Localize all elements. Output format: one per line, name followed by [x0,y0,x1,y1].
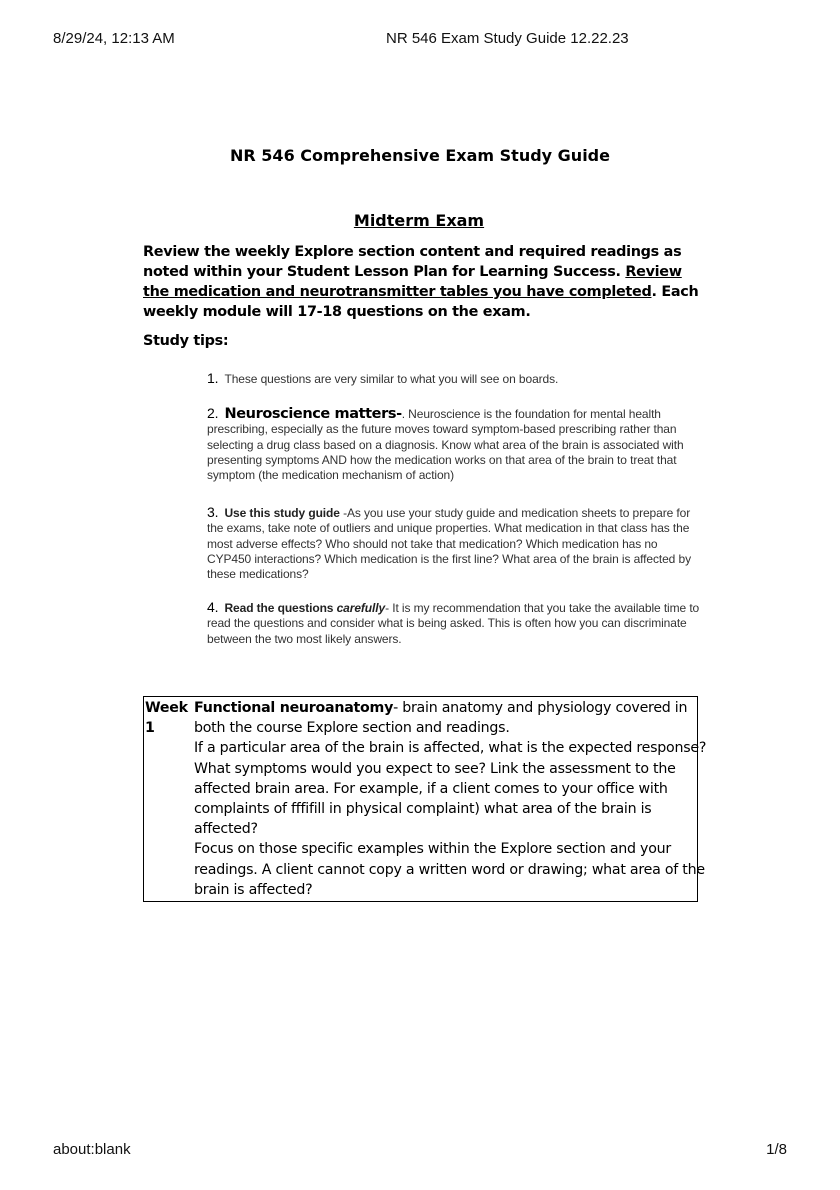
tip-number: 2. [207,405,219,421]
tip-body: These questions are very similar to what you will see on boards. [224,372,559,386]
tip-body: - It is my recommendation that you take the available time to read the questions and consider what is being asked. This is often how you can discriminate between the two most likely answers. [207,601,700,646]
tip-lead: Neuroscience matters- [224,406,402,422]
page-number: 1/8 [766,1141,787,1158]
week-line: If a particular area of the brain is affected, what is the expected response? [194,740,707,757]
tip-item [207,371,702,387]
week-heading: Functional neuroanatomy [194,700,394,716]
tip-item [207,505,702,582]
intro-text-underlined: Review the medication and neurotransmitter tables you have completed [143,264,682,300]
tip-lead: Use this study guide [224,506,340,520]
week-heading-line [194,698,714,738]
study-tips-label: Study tips: [143,333,229,349]
tip-number: 3. [207,504,219,520]
print-url: about:blank [53,1141,131,1158]
tip-number: 4. [207,599,219,615]
tip-lead: Read the questions [224,601,337,615]
print-header [53,30,787,50]
print-footer [53,1141,787,1161]
section-title: Midterm Exam [353,211,485,230]
tip-item [207,600,702,647]
intro-paragraph [143,242,703,322]
week-1-table [143,696,707,902]
week-line: Focus on those specific examples within the Explore section and your readings. A client cannot copy a written word or drawing; what area of the brain is affected? [194,841,705,898]
week-heading-rest: - brain anatomy and physiology covered in both the course Explore section and readings. [194,700,688,737]
tip-number: 1. [207,370,219,386]
tip-item [207,406,702,483]
print-datetime: 8/29/24, 12:13 AM [53,30,175,47]
week-label: Week 1 [145,700,188,737]
week-content [194,698,714,900]
tip-body: . Neuroscience is the foundation for mental health prescribing, especially as the future moves toward symptom-based prescribing rather than selecting a drug class based on a diagnosis. Know what area of the brain is associated with presenting symptoms AND how the medication works on that area of the brain to treat that symptom (the medication mechanism of action) [207,407,684,483]
print-document-title: NR 546 Exam Study Guide 12.22.23 [386,30,629,47]
intro-text-3: . Each weekly module will 17-18 questions on the exam. [143,284,699,320]
week-line: What symptoms would you expect to see? Link the assessment to the affected brain area. For example, if a client comes to your office with complaints of fffifill in physical complaint) what area of the brain is affected? [194,760,676,838]
document-title: NR 546 Comprehensive Exam Study Guide [230,146,610,165]
intro-text-1: Review the weekly Explore section content and required readings as noted within your Student Lesson Plan for Learning Success. [143,244,682,280]
tip-body: -As you use your study guide and medication sheets to prepare for the exams, take note of outliers and unique properties. What medication in that class has the most adverse effects? Who should not take that medication? Which medication has no CYP450 interactions? Which medication is the first line? What area of the brain is affected by these medications? [207,506,691,582]
tip-lead-emphasis: carefully [336,601,386,615]
